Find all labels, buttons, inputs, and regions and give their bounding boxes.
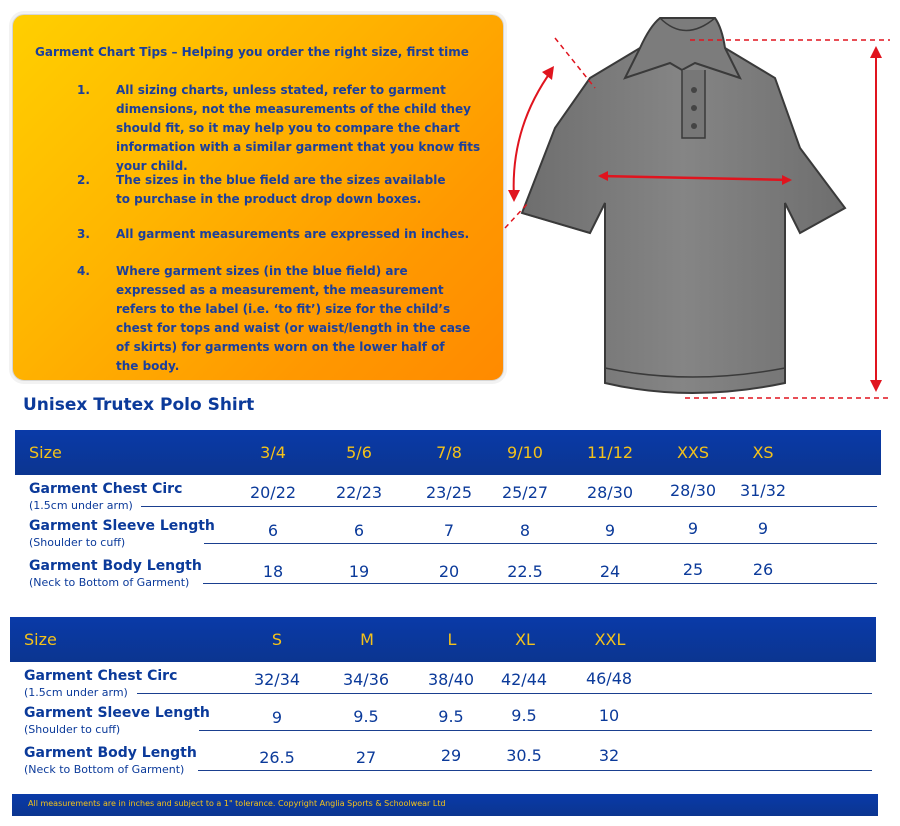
table-cell: 9 [604, 521, 616, 540]
table-cell: 25 [682, 560, 704, 579]
size-header-bar-2 [10, 617, 876, 662]
table-cell: 6 [353, 521, 365, 540]
product-title: Unisex Trutex Polo Shirt [23, 395, 255, 415]
table-cell: 32/34 [253, 670, 301, 689]
size-header-bar-1 [15, 430, 881, 475]
table-cell: 20/22 [249, 483, 297, 502]
size-header-cell: S [271, 630, 283, 649]
tip-number-1: 1. [77, 83, 90, 97]
tip-number-3: 3. [77, 227, 90, 241]
polo-shirt-illustration [500, 8, 895, 403]
table-cell: 9 [687, 519, 699, 538]
table-cell: 10 [598, 706, 620, 725]
size-header-label: Size [29, 443, 62, 462]
table-cell: 42/44 [500, 670, 548, 689]
table-cell: 7 [443, 521, 455, 540]
row-label-sleeve: Garment Sleeve Length [24, 705, 210, 721]
tip-text-1: All sizing charts, unless stated, refer to garment dimensions, not the measurements of the child they should fit, so it may help you to compare the chart information with a similar garment that you know fits your child. [116, 83, 481, 173]
tip-text-3: All garment measurements are expressed in inches. [116, 227, 470, 241]
table-cell: 32 [598, 746, 620, 765]
tip-number-2: 2. [77, 173, 90, 187]
size-header-cell: M [360, 630, 374, 649]
size-header-cell: 9/10 [507, 443, 543, 462]
row-sub-body: (Neck to Bottom of Garment) [29, 576, 190, 589]
row-label-body: Garment Body Length [24, 745, 197, 761]
tip-text-4: Where garment sizes (in the blue field) are expressed as a measurement, the measurement refers to the label (i.e. ‘to fit’) size for the child’s chest for tops and waist (or waist/length in the case of skirts) for garments worn on the lower half of the body. [116, 264, 471, 373]
table-cell: 9 [757, 519, 769, 538]
row-divider [199, 730, 872, 731]
row-label-chest: Garment Chest Circ [29, 481, 183, 497]
row-divider [198, 770, 872, 771]
row-divider [204, 543, 877, 544]
table-cell: 18 [262, 562, 284, 581]
table-cell: 28/30 [586, 483, 634, 502]
row-sub-sleeve: (Shoulder to cuff) [29, 536, 126, 549]
size-header-cell: XL [515, 630, 535, 649]
footer-text: All measurements are in inches and subject to a 1" tolerance. Copyright Anglia Sports & Schoolwear Ltd [28, 799, 446, 808]
row-sub-body: (Neck to Bottom of Garment) [24, 763, 185, 776]
table-cell: 24 [599, 562, 621, 581]
table-cell: 8 [519, 521, 531, 540]
table-cell: 26 [752, 560, 774, 579]
size-header-cell: XXL [594, 630, 626, 649]
row-sub-chest: (1.5cm under arm) [29, 499, 133, 512]
row-divider [203, 583, 877, 584]
row-label-sleeve: Garment Sleeve Length [29, 518, 215, 534]
table-cell: 38/40 [427, 670, 475, 689]
row-divider [141, 506, 877, 507]
table-cell: 9.5 [353, 707, 379, 726]
size-header-label: Size [24, 630, 57, 649]
table-cell: 26.5 [259, 748, 295, 767]
table-cell: 9 [271, 708, 283, 727]
row-sub-sleeve: (Shoulder to cuff) [24, 723, 121, 736]
table-cell: 30.5 [506, 746, 542, 765]
table-cell: 6 [267, 521, 279, 540]
size-header-cell: 7/8 [436, 443, 462, 462]
footer-bar [12, 794, 878, 816]
size-header-cell: 5/6 [346, 443, 372, 462]
tips-title: Garment Chart Tips – Helping you order the right size, first time [35, 45, 469, 59]
table-cell: 20 [438, 562, 460, 581]
tip-number-4: 4. [77, 264, 90, 278]
table-cell: 23/25 [425, 483, 473, 502]
tips-panel [12, 14, 504, 381]
size-header-cell: 3/4 [260, 443, 286, 462]
table-cell: 46/48 [585, 669, 633, 688]
row-label-chest: Garment Chest Circ [24, 668, 178, 684]
table-cell: 19 [348, 562, 370, 581]
row-divider [137, 693, 872, 694]
table-cell: 22/23 [335, 483, 383, 502]
size-header-cell: XXS [676, 443, 710, 462]
table-cell: 9.5 [438, 707, 464, 726]
tip-text-2: The sizes in the blue field are the sizes available to purchase in the product drop down boxes. [116, 173, 446, 206]
table-cell: 22.5 [507, 562, 543, 581]
table-cell: 29 [440, 746, 462, 765]
table-cell: 25/27 [501, 483, 549, 502]
size-header-cell: 11/12 [586, 443, 634, 462]
size-header-cell: L [447, 630, 457, 649]
row-label-body: Garment Body Length [29, 558, 202, 574]
table-cell: 27 [355, 748, 377, 767]
table-cell: 34/36 [342, 670, 390, 689]
table-cell: 31/32 [739, 481, 787, 500]
table-cell: 9.5 [511, 706, 537, 725]
table-cell: 28/30 [669, 481, 717, 500]
size-header-cell: XS [752, 443, 774, 462]
row-sub-chest: (1.5cm under arm) [24, 686, 128, 699]
